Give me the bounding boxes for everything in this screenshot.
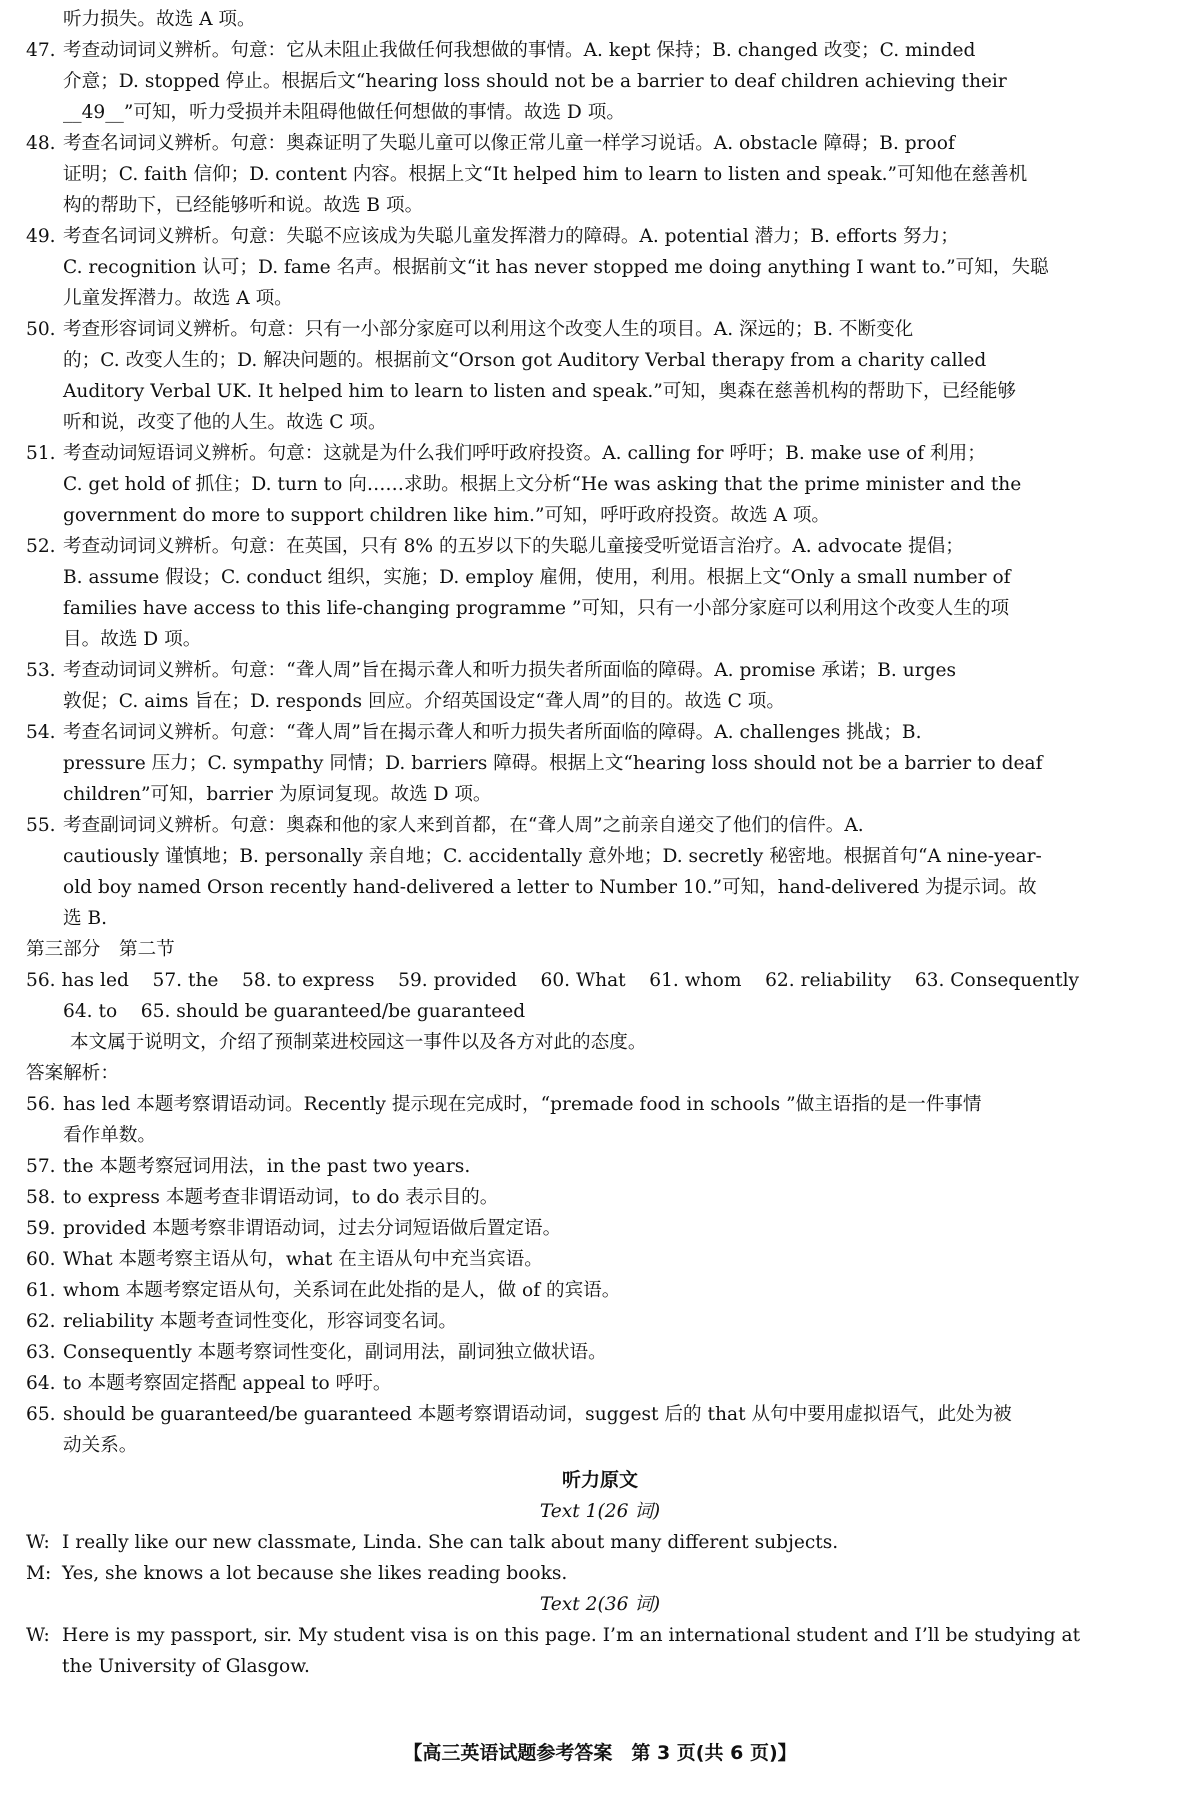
dialog-line bbox=[26, 1558, 1174, 1589]
explanation-item-line: 考查动词词义辨析。句意：它从未阻止我做任何我想做的事情。A. kept 保持；B. changed 改变；C. minded bbox=[63, 40, 976, 61]
explanation-item-number: 50. bbox=[26, 319, 56, 340]
speaker-label: M: bbox=[26, 1563, 52, 1584]
text1-title: Text 1(26 词) bbox=[539, 1501, 661, 1522]
explanation-item-number: 52. bbox=[26, 536, 56, 557]
analysis-item bbox=[26, 1244, 1174, 1275]
explanation-item-line: 考查名词词义辨析。句意：奥森证明了失聪儿童可以像正常儿童一样学习说话。A. obstacle 障碍；B. proof bbox=[63, 133, 955, 154]
analysis-item-number: 61. bbox=[26, 1280, 56, 1301]
explanation-item bbox=[26, 438, 1174, 531]
explanation-item-line: 考查形容词词义辨析。句意：只有一小部分家庭可以利用这个改变人生的项目。A. 深远的；B. 不断变化 bbox=[63, 319, 914, 340]
explanation-item bbox=[26, 314, 1174, 438]
analysis-item-line: to express 本题考查非谓语动词，to do 表示目的。 bbox=[63, 1187, 499, 1208]
explanation-item bbox=[26, 655, 1174, 717]
intro-line: 听力损失。故选 A 项。 bbox=[63, 9, 256, 30]
answers-line-1: 56. has led 57. the 58. to express 59. provided 60. What 61. whom 62. reliability 63. Consequently bbox=[26, 970, 1080, 991]
explanation-item-line: 目。故选 D 项。 bbox=[63, 629, 202, 650]
analysis-item-line: 动关系。 bbox=[63, 1435, 138, 1456]
dialog-text: Here is my passport, sir. My student visa is on this page. I’m an international student and I’ll be studying at bbox=[62, 1625, 1081, 1646]
explanation-item-number: 48. bbox=[26, 133, 56, 154]
analysis-item bbox=[26, 1275, 1174, 1306]
explanation-item-line: 证明；C. faith 信仰；D. content 内容。根据上文“It helped him to learn to listen and speak.”可知他在慈善机 bbox=[63, 164, 1028, 185]
explanation-item-number: 47. bbox=[26, 40, 56, 61]
analysis-item-number: 59. bbox=[26, 1218, 56, 1239]
answer-analysis bbox=[26, 1089, 1174, 1461]
explanation-item-number: 53. bbox=[26, 660, 56, 681]
analysis-item-line: Consequently 本题考察词性变化，副词用法，副词独立做状语。 bbox=[63, 1342, 607, 1363]
dialog-text: the University of Glasgow. bbox=[62, 1656, 310, 1677]
explanation-item-line: C. get hold of 抓住；D. turn to 向……求助。根据上文分析“He was asking that the prime minister and the bbox=[63, 474, 1022, 495]
explanation-item-line: 敦促；C. aims 旨在；D. responds 回应。介绍英国设定“聋人周”的目的。故选 C 项。 bbox=[63, 691, 785, 712]
analysis-item-line: to 本题考察固定搭配 appeal to 呼吁。 bbox=[63, 1373, 392, 1394]
analysis-item-number: 65. bbox=[26, 1404, 56, 1425]
analysis-item-line: the 本题考察冠词用法，in the past two years. bbox=[63, 1156, 471, 1177]
analysis-item-number: 57. bbox=[26, 1156, 56, 1177]
summary-paragraph: 本文属于说明文，介绍了预制菜进校园这一事件以及各方对此的态度。 bbox=[70, 1032, 647, 1053]
explanation-item-number: 51. bbox=[26, 443, 56, 464]
explanation-item-line: families have access to this life-changing programme ”可知，只有一小部分家庭可以利用这个改变人生的项 bbox=[63, 598, 1010, 619]
explanation-item-line: old boy named Orson recently hand-delivered a letter to Number 10.”可知，hand-delivered 为提示词。故 bbox=[63, 877, 1037, 898]
analysis-item-number: 63. bbox=[26, 1342, 56, 1363]
vocab-explanations bbox=[26, 35, 1174, 934]
explanation-item-line: 考查动词短语词义辨析。句意：这就是为什么我们呼吁政府投资。A. calling for 呼吁；B. make use of 利用； bbox=[63, 443, 986, 464]
page-footer: 【高三英语试题参考答案 第 3 页(共 6 页)】 bbox=[403, 1742, 797, 1764]
explanation-item-line: 考查副词词义辨析。句意：奥森和他的家人来到首都，在“聋人周”之前亲自递交了他们的信件。A. bbox=[63, 815, 864, 836]
text1-dialog bbox=[26, 1527, 1174, 1589]
explanation-item bbox=[26, 717, 1174, 810]
explanation-item-line: C. recognition 认可；D. fame 名声。根据前文“it has never stopped me doing anything I want to.”可知，失聪 bbox=[63, 257, 1049, 278]
explanation-item bbox=[26, 221, 1174, 314]
analysis-item bbox=[26, 1182, 1174, 1213]
explanation-item-line: cautiously 谨慎地；B. personally 亲自地；C. accidentally 意外地；D. secretly 秘密地。根据首句“A nine-year- bbox=[63, 846, 1042, 867]
dialog-text: I really like our new classmate, Linda. She can talk about many different subjects. bbox=[62, 1532, 839, 1553]
explanation-item-line: 考查动词词义辨析。句意：在英国，只有 8% 的五岁以下的失聪儿童接受听觉语言治疗。A. advocate 提倡； bbox=[63, 536, 964, 557]
analysis-item-number: 62. bbox=[26, 1311, 56, 1332]
analysis-item-line: should be guaranteed/be guaranteed 本题考察谓语动词，suggest 后的 that 从句中要用虚拟语气，此处为被 bbox=[63, 1404, 1012, 1425]
section-title: 第三部分 第二节 bbox=[26, 939, 175, 960]
answers-line-2: 64. to 65. should be guaranteed/be guaranteed bbox=[63, 1001, 526, 1022]
analysis-item-line: reliability 本题考查词性变化，形容词变名词。 bbox=[63, 1311, 458, 1332]
analysis-item-number: 58. bbox=[26, 1187, 56, 1208]
explanation-item-line: 儿童发挥潜力。故选 A 项。 bbox=[63, 288, 293, 309]
explanation-item-line: Auditory Verbal UK. It helped him to learn to listen and speak.”可知，奥森在慈善机构的帮助下，已经能够 bbox=[63, 381, 1017, 402]
explanation-item-line: 考查名词词义辨析。句意：失聪不应该成为失聪儿童发挥潜力的障碍。A. potential 潜力；B. efforts 努力； bbox=[63, 226, 959, 247]
explanation-item-number: 55. bbox=[26, 815, 56, 836]
analysis-item bbox=[26, 1368, 1174, 1399]
explanation-item-line: government do more to support children like him.”可知，呼吁政府投资。故选 A 项。 bbox=[63, 505, 831, 526]
listening-title: 听力原文 bbox=[561, 1469, 638, 1491]
explanation-item bbox=[26, 128, 1174, 221]
explanation-item-line: 构的帮助下，已经能够听和说。故选 B 项。 bbox=[63, 195, 424, 216]
analysis-item-line: provided 本题考察非谓语动词，过去分词短语做后置定语。 bbox=[63, 1218, 562, 1239]
explanation-item-line: 选 B. bbox=[63, 908, 108, 929]
analysis-item-number: 64. bbox=[26, 1373, 56, 1394]
dialog-text: Yes, she knows a lot because she likes reading books. bbox=[62, 1563, 568, 1584]
explanation-item-number: 49. bbox=[26, 226, 56, 247]
speaker-label: W: bbox=[26, 1532, 50, 1553]
explanation-item-number: 54. bbox=[26, 722, 56, 743]
analysis-item-line: 看作单数。 bbox=[63, 1125, 156, 1146]
analysis-item-line: whom 本题考察定语从句，关系词在此处指的是人，做 of 的宾语。 bbox=[63, 1280, 621, 1301]
analysis-item bbox=[26, 1337, 1174, 1368]
explanation-item-line: 介意；D. stopped 停止。根据后文“hearing loss should not be a barrier to deaf children achieving their bbox=[63, 71, 1007, 92]
explanation-item-line: 考查名词词义辨析。句意：“聋人周”旨在揭示聋人和听力损失者所面临的障碍。A. challenges 挑战；B. bbox=[63, 722, 922, 743]
analysis-item-number: 56. bbox=[26, 1094, 56, 1115]
analysis-item-line: What 本题考察主语从句，what 在主语从句中充当宾语。 bbox=[63, 1249, 543, 1270]
explanation-item-line: B. assume 假设；C. conduct 组织，实施；D. employ 雇佣，使用，利用。根据上文“Only a small number of bbox=[63, 567, 1011, 588]
analysis-item-number: 60. bbox=[26, 1249, 56, 1270]
explanation-item-line: __49__”可知，听力受损并未阻碍他做任何想做的事情。故选 D 项。 bbox=[63, 102, 625, 123]
text2-dialog bbox=[26, 1620, 1174, 1682]
analysis-item bbox=[26, 1213, 1174, 1244]
speaker-label: W: bbox=[26, 1625, 50, 1646]
explanation-item bbox=[26, 35, 1174, 128]
dialog-line bbox=[26, 1620, 1174, 1682]
explanation-item-line: 听和说，改变了他的人生。故选 C 项。 bbox=[63, 412, 387, 433]
explanation-item-line: pressure 压力；C. sympathy 同情；D. barriers 障碍。根据上文“hearing loss should not be a barrier to deaf bbox=[63, 753, 1043, 774]
analysis-item bbox=[26, 1306, 1174, 1337]
analysis-item bbox=[26, 1089, 1174, 1151]
explanation-item bbox=[26, 810, 1174, 934]
explanation-item-line: children”可知，barrier 为原词复现。故选 D 项。 bbox=[63, 784, 492, 805]
analysis-item bbox=[26, 1399, 1174, 1461]
explanation-item bbox=[26, 531, 1174, 655]
explanation-item-line: 考查动词词义辨析。句意：“聋人周”旨在揭示聋人和听力损失者所面临的障碍。A. promise 承诺；B. urges bbox=[63, 660, 957, 681]
explanation-item-line: 的；C. 改变人生的；D. 解决问题的。根据前文“Orson got Auditory Verbal therapy from a charity called bbox=[63, 350, 987, 371]
analysis-item bbox=[26, 1151, 1174, 1182]
analysis-item-line: has led 本题考察谓语动词。Recently 提示现在完成时，“premade food in schools ”做主语指的是一件事情 bbox=[63, 1094, 982, 1115]
text2-title: Text 2(36 词) bbox=[539, 1594, 661, 1615]
dialog-line bbox=[26, 1527, 1174, 1558]
analysis-title: 答案解析： bbox=[26, 1063, 119, 1084]
